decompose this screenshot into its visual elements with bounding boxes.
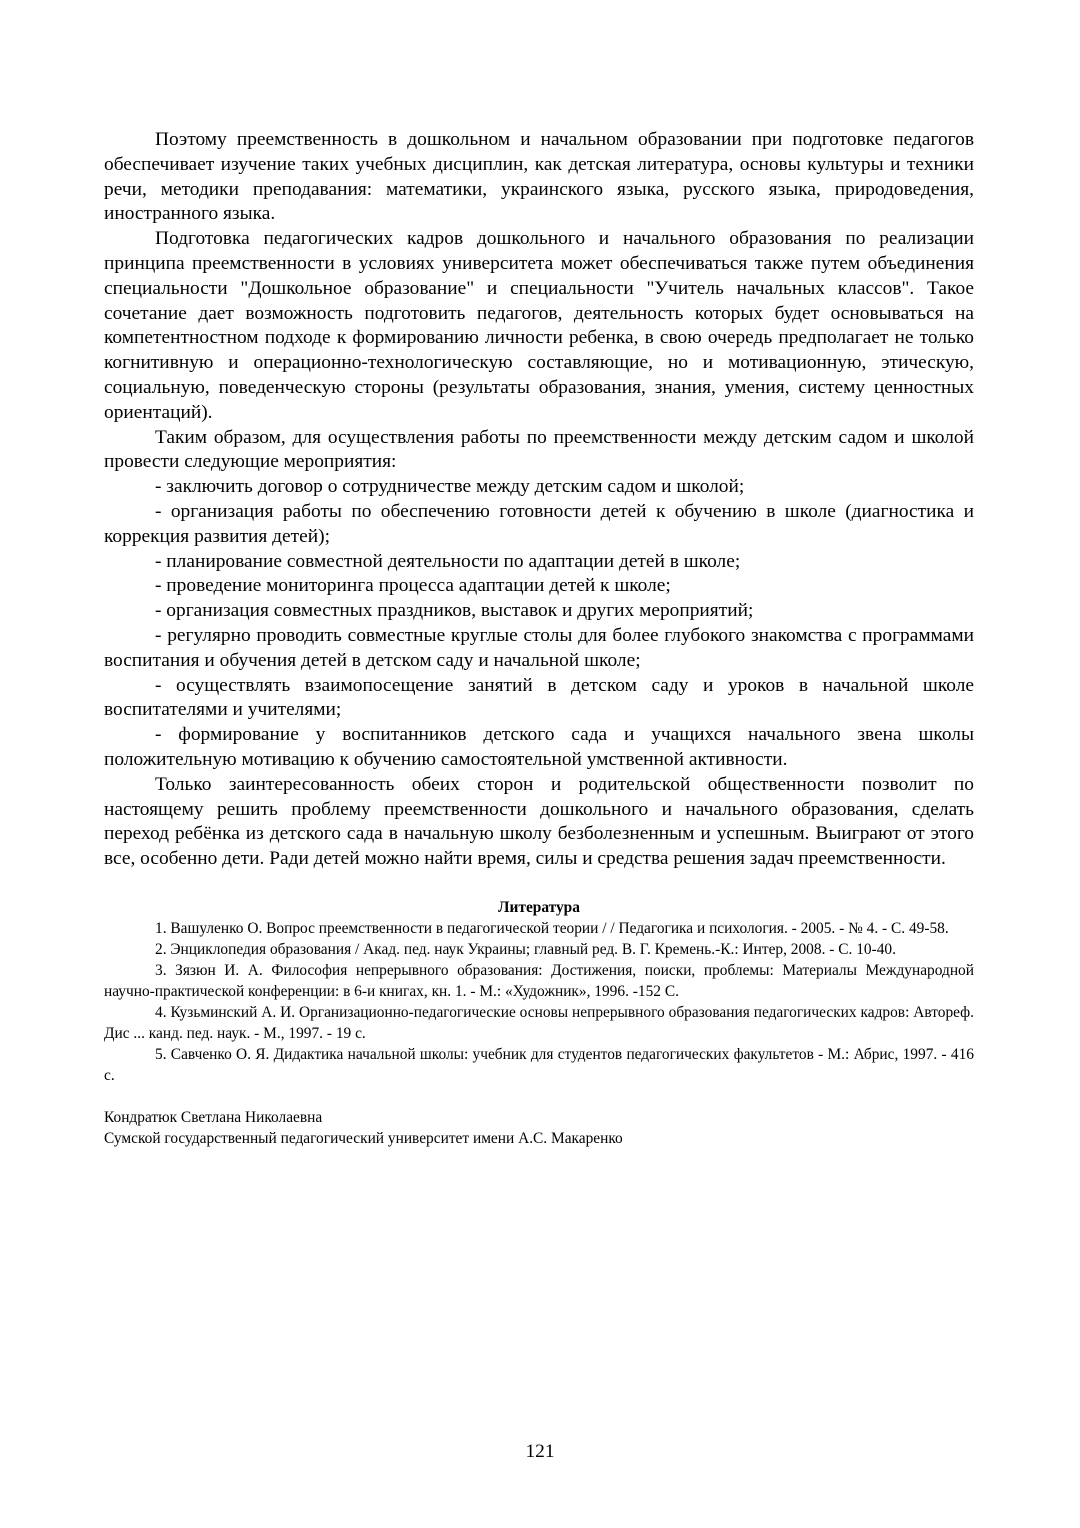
reference-item: 4. Кузьминский А. И. Организационно-педагогические основы непрерывного образования педагогических кадров: Автореф. Дис ... канд. пед. наук. - М., 1997. - 19 с. (104, 1003, 974, 1042)
list-item: - организация работы по обеспечению готовности детей к обучению в школе (диагностика и коррекция развития детей); (104, 500, 974, 547)
list-item: - формирование у воспитанников детского сада и учащихся начального звена школы положительную мотивацию к обучению самостоятельной умственной активности. (104, 724, 974, 770)
literature-heading: Литература (498, 898, 580, 916)
paragraph: Поэтому преемственность в дошкольном и начальном образовании при подготовке педагогов обеспечивает изучение таких учебных дисциплин, как детская литература, основы культуры и техники речи, методики преподавания: математики, украинского языка, русского языка, природоведения, иностранного языка. (104, 129, 974, 225)
page-content (104, 128, 974, 1149)
page-number: 121 (525, 1441, 555, 1462)
author-affiliation: Сумской государственный педагогический университет имени А.С. Макаренко (104, 1129, 623, 1147)
reference-item: 5. Савченко О. Я. Дидактика начальной школы: учебник для студентов педагогических факультетов - М.: Абрис, 1997. - 416 с. (104, 1045, 974, 1084)
list-item: - организация совместных праздников, выставок и других мероприятий; (155, 600, 754, 622)
author-block (104, 1107, 974, 1149)
author-name: Кондратюк Светлана Николаевна (104, 1108, 323, 1126)
list-item: - осуществлять взаимопосещение занятий в детском саду и уроков в начальной школе воспитателями и учителями; (104, 674, 974, 721)
article-body (104, 128, 974, 872)
reference-item: 2. Энциклопедия образования / Акад. пед. наук Украины; главный ред. В. Г. Кремень.-К.: Интер, 2008. - С. 10-40. (155, 940, 896, 958)
list-item: - проведение мониторинга процесса адаптации детей к школе; (155, 575, 671, 597)
list-item: - планирование совместной деятельности по адаптации детей в школе; (155, 550, 741, 572)
reference-item: 1. Вашуленко О. Вопрос преемственности в педагогической теории / / Педагогика и психология. - 2005. - № 4. - С. 49-58. (155, 919, 949, 937)
list-item: - регулярно проводить совместные круглые столы для более глубокого знакомства с программами воспитания и обучения детей в детском саду и начальной школе; (104, 624, 974, 671)
reference-list (104, 918, 974, 1086)
paragraph: Таким образом, для осуществления работы по преемственности между детским садом и школой провести следующие мероприятия: (104, 426, 974, 473)
list-item: - заключить договор о сотрудничестве между детским садом и школой; (155, 476, 745, 498)
paragraph: Подготовка педагогических кадров дошкольного и начального образования по реализации принципа преемственности в условиях университета может обеспечиваться также путем объединения специальности "Дошкольное образование" и специальности "Учитель начальных классов". Такое сочетание дает возможность подготовить педагогов, деятельность которых будет основываться на компетентностном подходе к формированию личности ребенка, в свою очередь предполагает не только когнитивную и операционно-технологическую составляющие, но и мотивационную, этическую, социальную, поведенческую стороны (результаты образования, знания, умения, систему ценностных ориентаций). (104, 228, 974, 423)
reference-item: 3. Зязюн И. А. Философия непрерывного образования: Достижения, поиски, проблемы: Материалы Международной научно-практической конференции: в 6-и книгах, кн. 1. - М.: «Художник», 1996. -152 С. (104, 961, 974, 1000)
paragraph: Только заинтересованность обеих сторон и родительской общественности позволит по настоящему решить проблему преемственности дошкольного и начального образования, сделать переход ребёнка из детского сада в начальную школу безболезненным и успешным. Выиграют от этого все, особенно дети. Ради детей можно найти время, силы и средства решения задач преемственности. (104, 773, 974, 870)
